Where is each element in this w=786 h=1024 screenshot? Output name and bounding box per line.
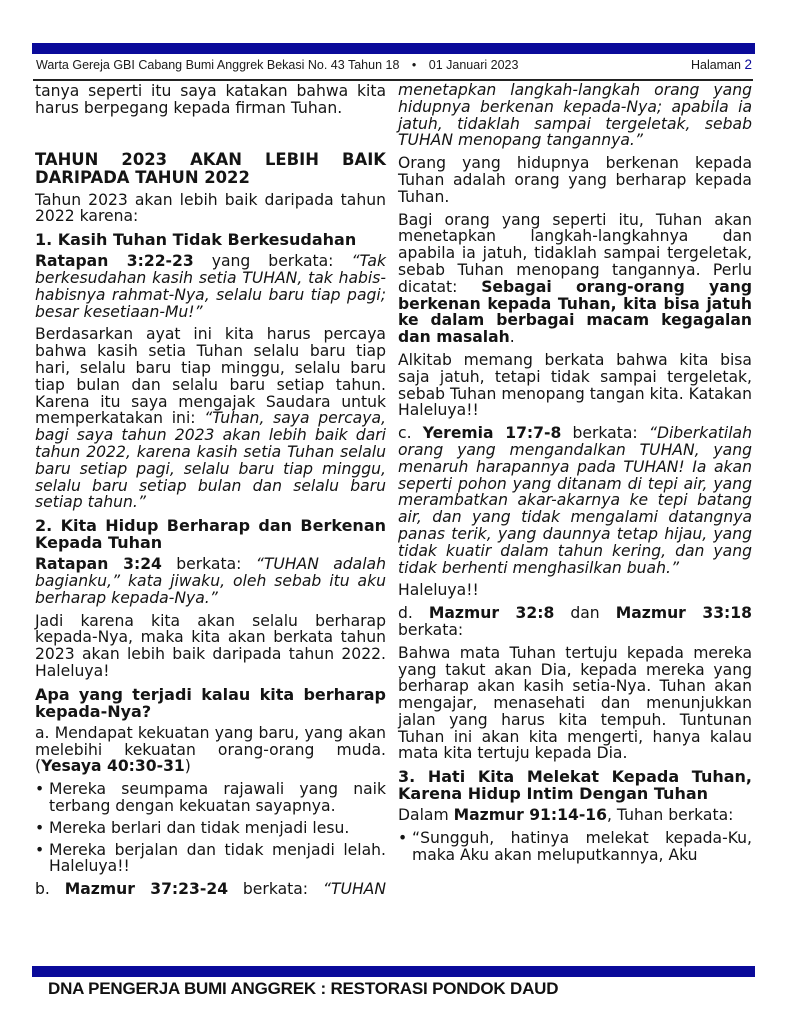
paragraph: Alkitab memang berkata bahwa kita bisa saja jatuh, tetapi tidak sampai tergeletak, sebab Tuhan menopang tangan kita. Katakan Haleluya!! xyxy=(398,350,752,420)
section-heading: TAHUN 2023 AKAN LEBIH BAIK DARIPADA TAHUN 2022 xyxy=(35,149,386,187)
text: berkata: xyxy=(398,620,464,639)
scripture-ref: Yeremia 17:7-8 xyxy=(422,424,562,443)
publication-title: Warta Gereja GBI Cabang Bumi Anggrek Bekasi No. 43 Tahun 18 xyxy=(36,58,400,72)
text: berkata: xyxy=(228,880,323,899)
text: dan xyxy=(554,604,616,623)
text: d. xyxy=(398,604,429,623)
point2-body: Jadi karena kita akan selalu berharap kepada-Nya, maka kita akan berkata tahun 2023 akan lebih baik daripada tahun 2022. Haleluya! xyxy=(35,611,386,680)
text: Bagi orang yang seperti itu, Tuhan akan menetapkan langkah-langkahnya dan apabila ia jatuh, tidaklah sampai tergeletak, sebab Tuhan menopang tangannya. Perlu dicatat: xyxy=(398,210,752,296)
scripture-ref: Mazmur 37:23-24 xyxy=(64,880,229,899)
haleluya: Haleluya!! xyxy=(398,581,479,600)
scripture-ref: Mazmur 33:18 xyxy=(615,604,752,623)
emphasis: Sebagai orang-orang yang berkenan kepada Tuhan, kita bisa jatuh ke dalam berbagai macam kegagalan dan masalah xyxy=(398,277,753,347)
paragraph xyxy=(398,212,752,346)
point1-body xyxy=(35,326,386,511)
bullet-list xyxy=(35,781,386,875)
page-number: 2 xyxy=(744,57,752,72)
text: ) xyxy=(184,757,191,776)
list-item: • Mereka berjalan dan tidak menjadi lelah. Haleluya!! xyxy=(35,842,386,876)
page-label: Halaman xyxy=(690,58,741,72)
text: c. xyxy=(398,424,423,443)
column-right xyxy=(398,82,752,870)
point1-scripture xyxy=(35,253,386,320)
point1-heading: 1. Kasih Tuhan Tidak Berkesudahan xyxy=(35,230,357,250)
confession-quote: “Tuhan, saya percaya, bagi saya tahun 2023 akan lebih baik dari tahun 2022, karena kasih setia Tuhan selalu baru setiap pagi, selalu baru tiap minggu, selalu baru setiap bulan dan selalu baru setiap tahun.” xyxy=(35,409,386,512)
item-b-quote-continued xyxy=(398,82,752,149)
text: . xyxy=(509,328,515,347)
lead-paragraph: Tahun 2023 akan lebih baik daripada tahun 2022 karena: xyxy=(35,190,386,226)
bullet-separator: • xyxy=(411,58,417,72)
text: a. Mendapat kekuatan yang baru, yang akan melebihi kekuatan orang-orang muda. ( xyxy=(35,723,386,776)
scripture-quote: “TUHAN xyxy=(322,880,386,899)
scripture-ref: Ratapan 3:24 xyxy=(35,555,162,574)
text: berkata: xyxy=(161,555,256,574)
scripture-quote: “TUHAN adalah bagianku,” kata jiwaku, oleh sebab itu aku berharap kepada-Nya.” xyxy=(35,555,386,607)
bullet-list xyxy=(398,830,752,864)
column-left xyxy=(35,83,386,904)
issue-date: 01 Januari 2023 xyxy=(428,58,519,72)
footer-accent-bar xyxy=(32,966,755,977)
item-b xyxy=(35,881,386,898)
header-left xyxy=(36,55,518,75)
item-d xyxy=(398,605,752,639)
text: yang berkata: xyxy=(193,252,352,271)
scripture-ref: Yesaya 40:30-31 xyxy=(41,757,185,776)
point2-scripture xyxy=(35,556,386,606)
text: berkata: xyxy=(561,424,649,443)
point2-heading: 2. Kita Hidup Berharap dan Berkenan Kepada Tuhan xyxy=(35,516,386,553)
item-c xyxy=(398,425,752,576)
footer-motto: DNA PENGERJA BUMI ANGGREK : RESTORASI PONDOK DAUD xyxy=(48,979,559,998)
text: Berdasarkan ayat ini kita harus percaya bahwa kasih setia Tuhan selalu baru tiap hari, selalu baru tiap minggu, selalu baru tiap bulan dan selalu baru setiap tahun. Karena itu saya mengajak Saudara untuk memperkatakan ini: xyxy=(35,325,386,428)
header-accent-bar xyxy=(32,43,755,54)
list-item: • Mereka seumpama rajawali yang naik terbang dengan kekuatan sayapnya. xyxy=(35,781,386,815)
item-a xyxy=(35,725,386,775)
list-item: • Mereka berlari dan tidak menjadi lesu. xyxy=(35,820,386,837)
scripture-ref: Mazmur 91:14-16 xyxy=(453,806,608,825)
question-heading: Apa yang terjadi kalau kita berharap kepada-Nya? xyxy=(35,684,386,721)
text: b. xyxy=(35,880,65,899)
point3-heading: 3. Hati Kita Melekat Kepada Tuhan, Karena Hidup Intim Dengan Tuhan xyxy=(398,767,752,804)
page-indicator xyxy=(691,55,752,75)
scripture-ref: Ratapan 3:22-23 xyxy=(35,252,194,271)
paragraph: Bahwa mata Tuhan tertuju kepada mereka yang takut akan Dia, kepada mereka yang berharap akan kasih setia-Nya. Tuhan akan mengajar, menasehati dan menunjukkan jalan yang harus kita tempuh. Tuntunan Tuhan ini akan kita mengerti, hanya kalau mata kita tertuju kepada Dia. xyxy=(398,643,752,763)
scripture-quote: “Diberkatilah orang yang mengandalkan TUHAN, yang menaruh harapannya pada TUHAN! Ia akan seperti pohon yang ditanam di tepi air, yang merambatkan akar-akarnya ke tepi batang air, dan yang tidak mengalami datangnya panas terik, yang daunnya tetap hijau, yang tidak kuatir dalam tahun kering, dan yang tidak berhenti menghasilkan buah.” xyxy=(398,424,752,577)
scripture-quote: menetapkan langkah-langkah orang yang hidupnya berkenan kepada-Nya; apabila ia jatuh, tidaklah sampai tergeletak, sebab TUHAN menopang tangannya.” xyxy=(398,81,752,150)
paragraph: Orang yang hidupnya berkenan kepada Tuhan adalah orang yang berharap kepada Tuhan. xyxy=(398,154,752,206)
scripture-ref: Mazmur 32:8 xyxy=(428,604,555,623)
running-header xyxy=(36,55,752,75)
point3-lead xyxy=(398,807,752,824)
intro-paragraph: tanya seperti itu saya katakan bahwa kita harus berpegang kepada firman Tuhan. xyxy=(35,82,386,117)
list-item: • “Sungguh, hatinya melekat kepada-Ku, maka Aku akan meluputkannya, Aku xyxy=(398,830,752,864)
scripture-quote: “Tak berkesudahan kasih setia TUHAN, tak habis-habisnya rahmat-Nya, selalu baru tiap pagi; besar kesetiaan-Mu!” xyxy=(35,252,387,321)
spacer xyxy=(35,123,386,151)
text: Dalam xyxy=(398,806,454,825)
text: , Tuhan berkata: xyxy=(607,806,734,825)
